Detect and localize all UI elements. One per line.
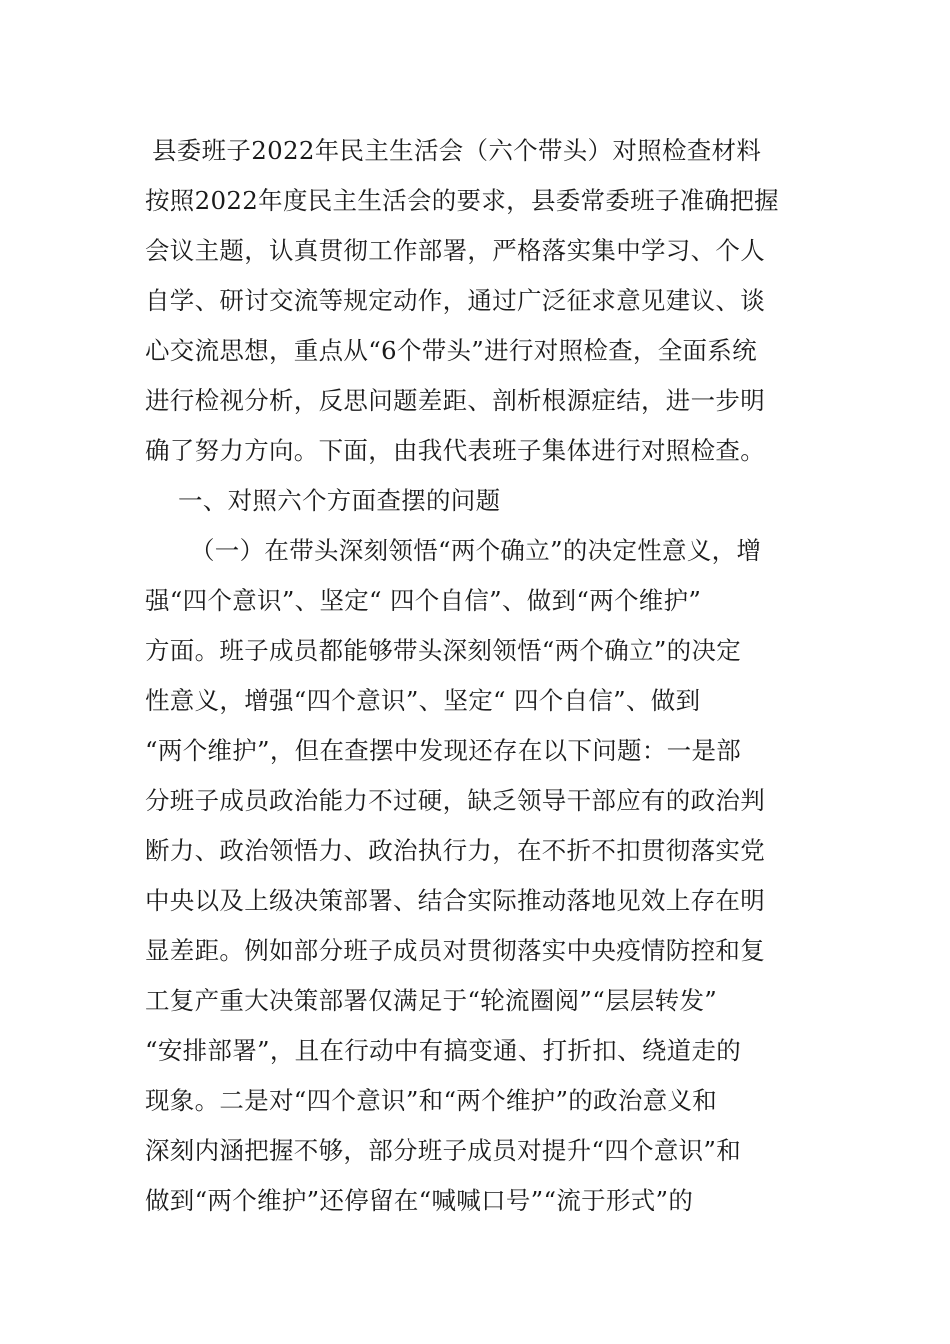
paragraph-line: “安排部署”，且在行动中有搞变通、打折扣、绕道走的 xyxy=(145,1036,742,1065)
paragraph-line: 做到“两个维护”还停留在“喊喊口号”“流于形式”的 xyxy=(145,1186,694,1215)
paragraph-line: 断力、政治领悟力、政治执行力，在不折不扣贯彻落实党 xyxy=(145,836,765,865)
paragraph-line: 自学、研讨交流等规定动作，通过广泛征求意见建议、谈 xyxy=(145,286,765,315)
paragraph-line: “两个维护”，但在查摆中发现还存在以下问题：一是部 xyxy=(145,736,742,765)
paragraph-line: 显差距。例如部分班子成员对贯彻落实中央疫情防控和复 xyxy=(145,936,765,965)
subsection-heading: （一）在带头深刻领悟“两个确立”的决定性意义，增 xyxy=(190,536,762,565)
paragraph-line: 按照2022年度民主生活会的要求，县委常委班子准确把握 xyxy=(145,186,779,215)
paragraph-line: 中央以及上级决策部署、结合实际推动落地见效上存在明 xyxy=(145,886,765,915)
paragraph-line: 现象。二是对“四个意识”和“两个维护”的政治意义和 xyxy=(145,1086,718,1115)
paragraph-line: 性意义，增强“四个意识”、坚定“ 四个自信”、做到 xyxy=(145,686,701,715)
paragraph-line: 会议主题，认真贯彻工作部署，严格落实集中学习、个人 xyxy=(145,236,765,265)
paragraph-line: 分班子成员政治能力不过硬，缺乏领导干部应有的政治判 xyxy=(145,786,765,815)
paragraph-line: 进行检视分析，反思问题差距、剖析根源症结，进一步明 xyxy=(145,386,765,415)
paragraph-line: 方面。班子成员都能够带头深刻领悟“两个确立”的决定 xyxy=(145,636,742,665)
section-heading: 一、对照六个方面查摆的问题 xyxy=(178,486,501,515)
paragraph-line: 深刻内涵把握不够，部分班子成员对提升“四个意识”和 xyxy=(145,1136,742,1165)
document-title: 县委班子2022年民主生活会（六个带头）对照检查材料 xyxy=(152,136,762,165)
paragraph-line: 工复产重大决策部署仅满足于“轮流圈阅”“层层转发” xyxy=(145,986,718,1015)
paragraph-line: 强“四个意识”、坚定“ 四个自信”、做到“两个维护” xyxy=(145,586,702,615)
paragraph-line: 心交流思想，重点从“6个带头”进行对照检查，全面系统 xyxy=(145,336,757,365)
paragraph-line: 确了努力方向。下面，由我代表班子集体进行对照检查。 xyxy=(145,436,765,465)
